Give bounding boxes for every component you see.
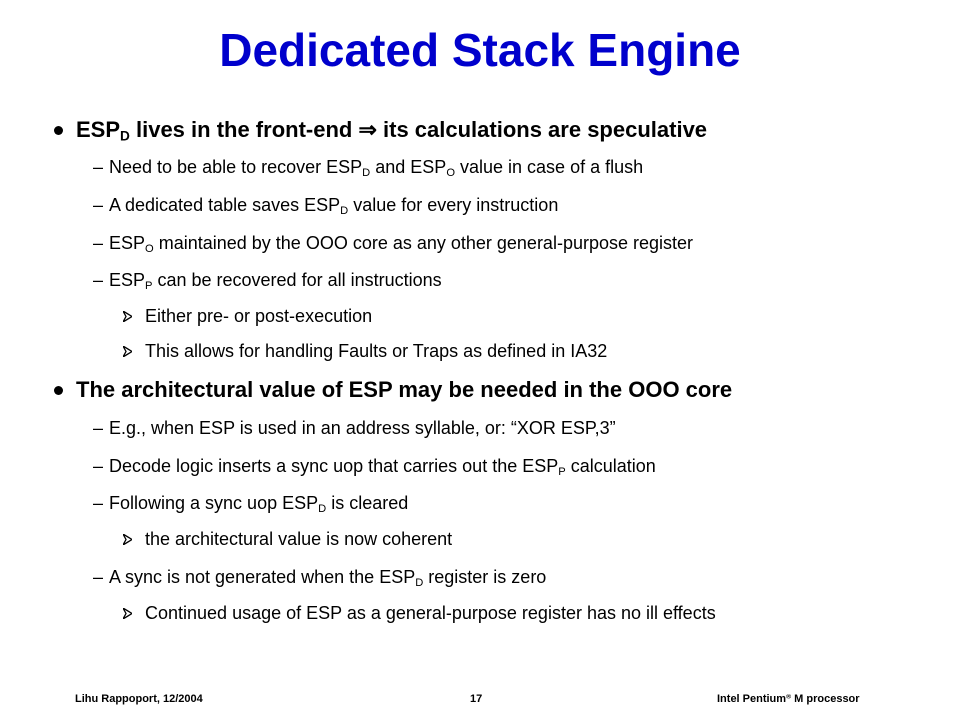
dash-icon: –: [93, 233, 104, 253]
arrowhead-bullet-icon: [123, 534, 132, 545]
slide-title: Dedicated Stack Engine: [219, 24, 741, 76]
dash-icon: –: [93, 493, 104, 513]
bullet-dot-icon: [54, 126, 63, 135]
dash-icon: –: [93, 567, 104, 587]
arrowhead-bullet-icon: [123, 608, 132, 619]
bullet-dot-icon: [54, 386, 63, 395]
dash-icon: –: [93, 195, 104, 215]
arrowhead-bullet-icon: [123, 311, 132, 322]
dash-icon: –: [93, 418, 104, 438]
footer-author: Lihu Rappoport, 12/2004: [75, 693, 203, 705]
bullet-text: $ESP_D$ lives in the front-end ⇒ its calculations are speculative: [76, 117, 708, 144]
implies-arrow-icon: ⇒: [358, 117, 377, 142]
dash-icon: –: [93, 456, 104, 476]
dash-icon: –: [93, 157, 104, 177]
dash-icon: –: [93, 270, 104, 290]
page-number: 17: [470, 693, 483, 705]
footer-product: Intel Pentium® M processor: [717, 693, 860, 705]
arrowhead-bullet-icon: [123, 346, 132, 357]
